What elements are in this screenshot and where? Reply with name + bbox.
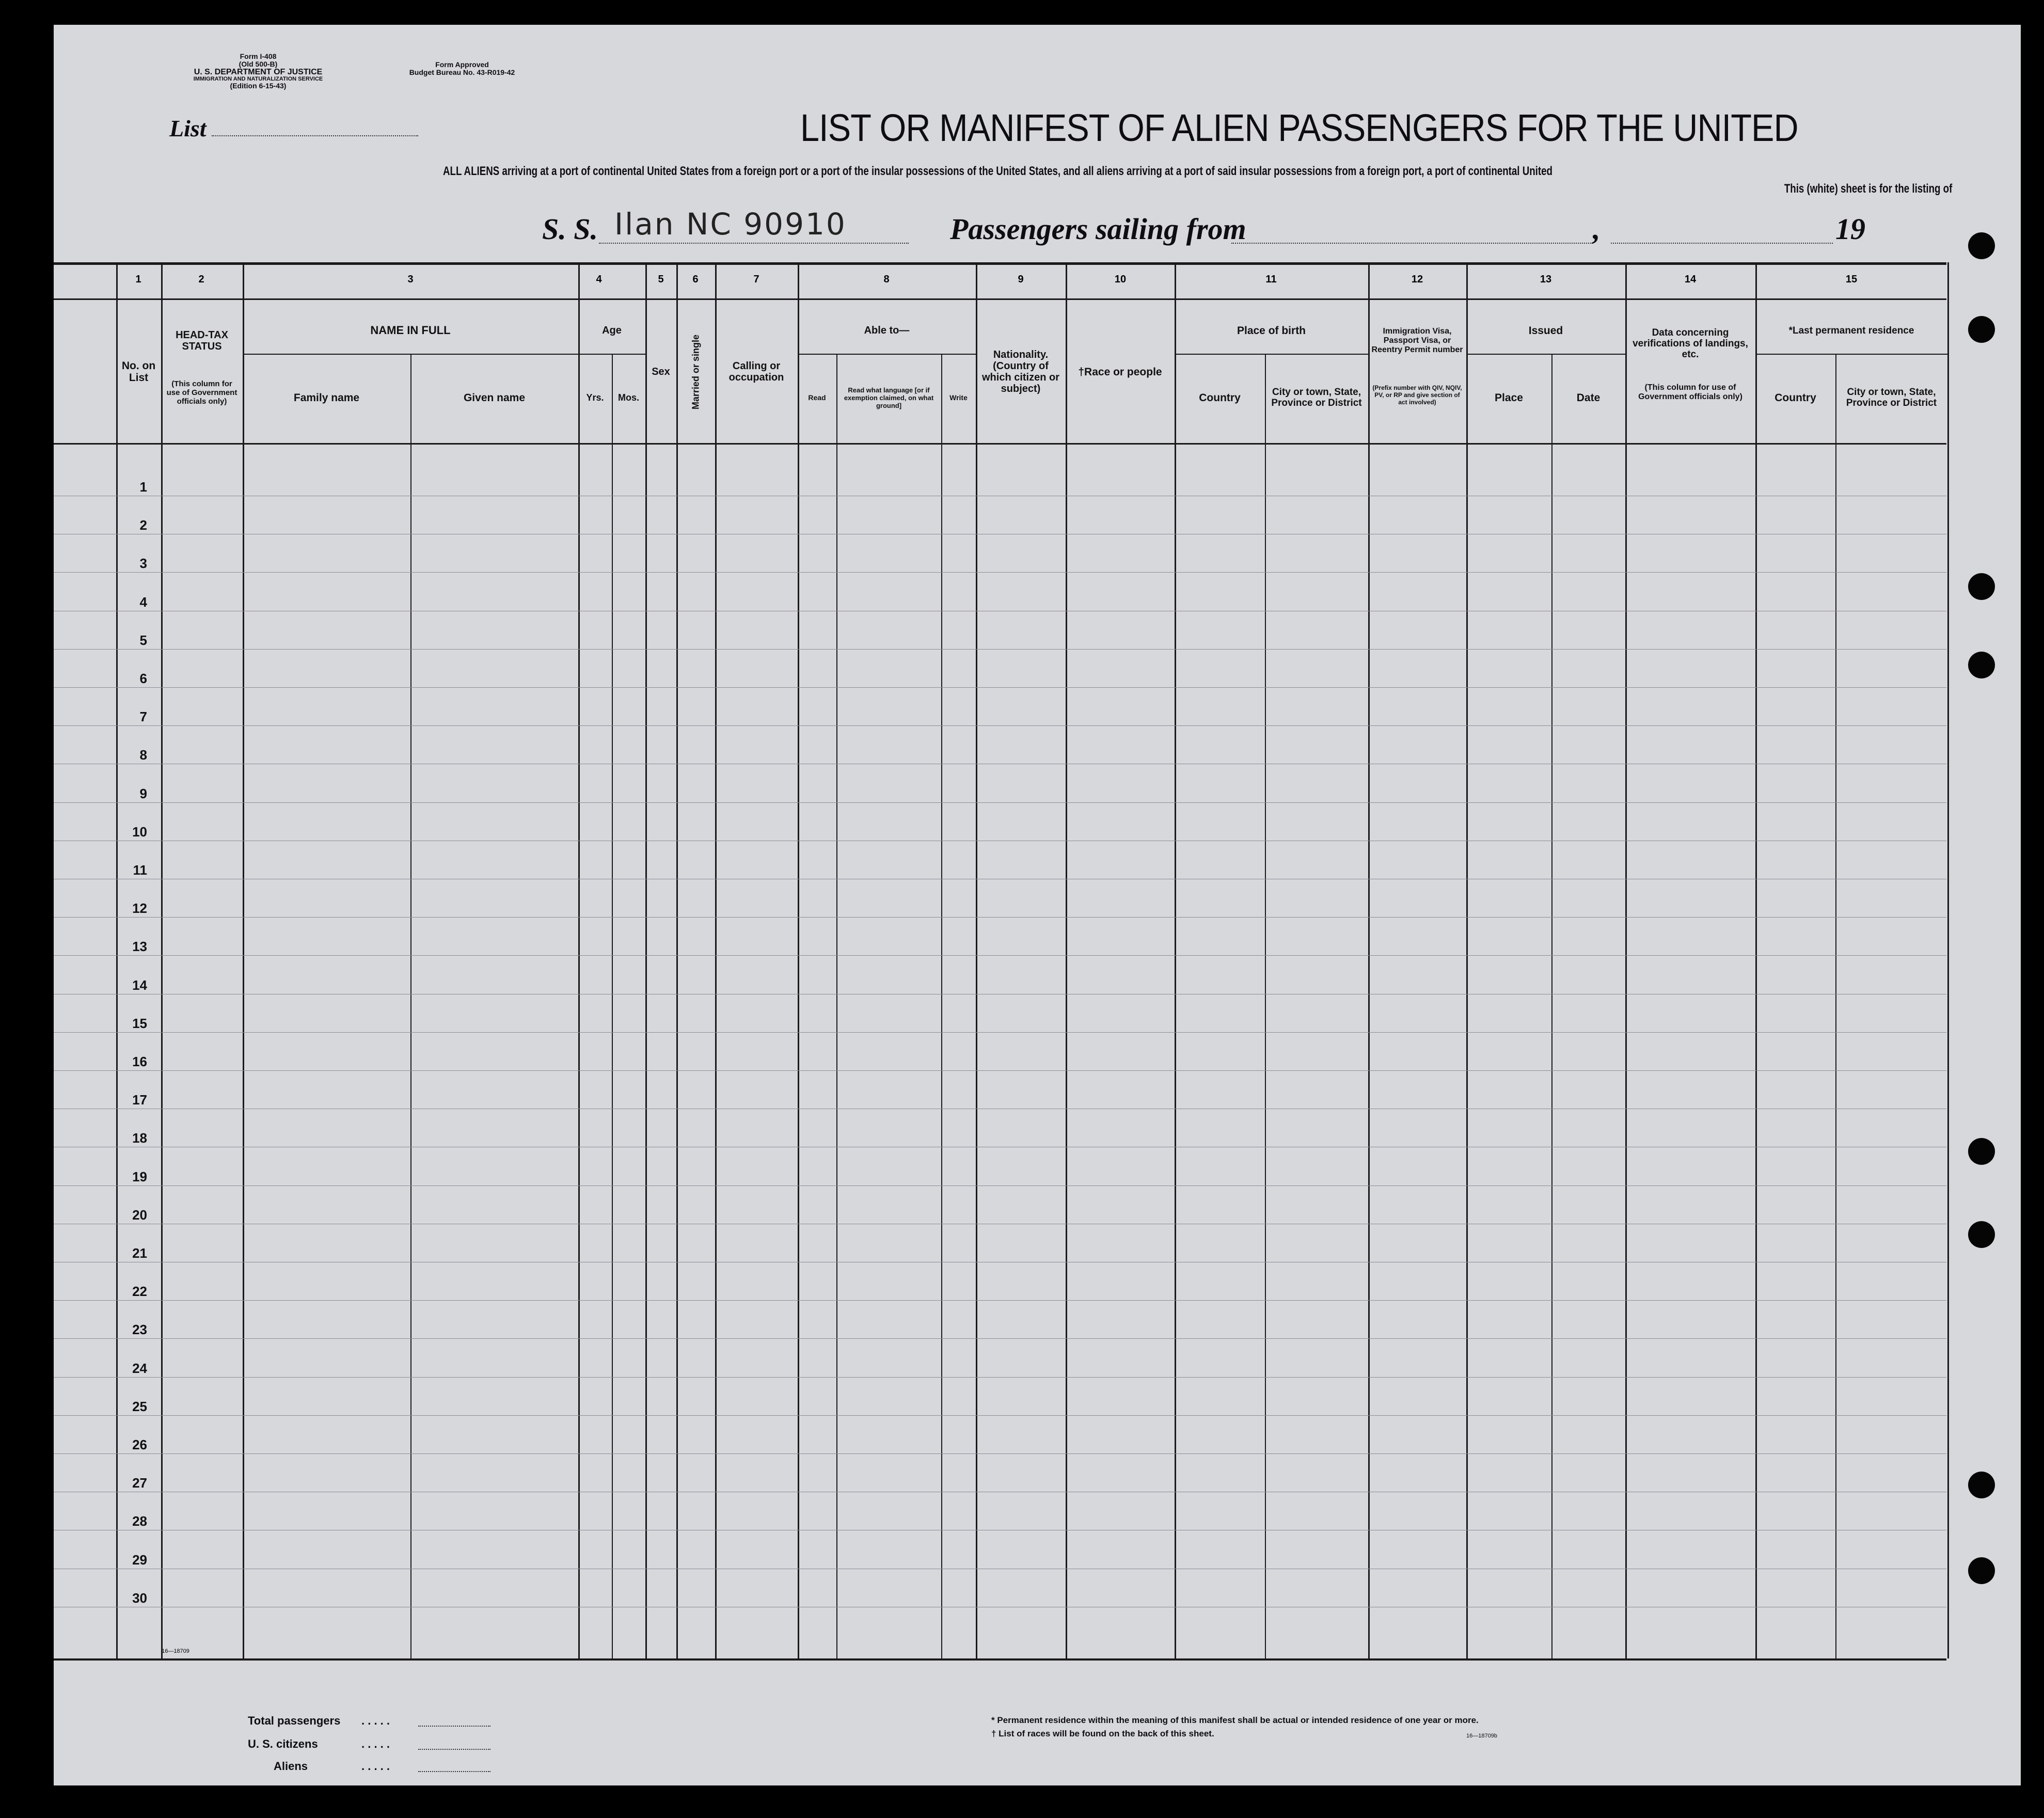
- column-number: 4: [596, 274, 602, 285]
- aliens-field[interactable]: [418, 1771, 490, 1772]
- table-row[interactable]: [161, 669, 1947, 703]
- row-number: 15: [132, 1015, 147, 1031]
- leader-dots-3: . . . . .: [361, 1760, 390, 1773]
- table-row[interactable]: [161, 1090, 1947, 1124]
- sailing-port-field[interactable]: [1231, 243, 1593, 244]
- row-number: 5: [139, 632, 147, 648]
- table-row[interactable]: [161, 822, 1947, 856]
- department-name: U. S. DEPARTMENT OF JUSTICE: [194, 68, 323, 76]
- table-row[interactable]: [161, 707, 1947, 741]
- table-top-border: [54, 262, 1946, 265]
- table-row[interactable]: [161, 1128, 1947, 1162]
- column-number: 15: [1845, 274, 1858, 285]
- approval-label: Form Approved: [435, 60, 489, 69]
- row-number: 6: [139, 671, 147, 686]
- subheader-divider: [798, 354, 976, 355]
- comma-sep: ,: [1593, 212, 1601, 246]
- header-nationality: Nationality. (Country of which citizen or subject): [981, 349, 1060, 394]
- edition-date: (Edition 6-15-43): [230, 82, 287, 90]
- subheader-divider: [1175, 354, 1368, 355]
- us-citizens-label: U. S. citizens: [248, 1737, 318, 1750]
- row-number: 25: [132, 1398, 147, 1414]
- column-number: 5: [658, 274, 664, 285]
- total-passengers-field[interactable]: [418, 1726, 490, 1727]
- row-number: 30: [132, 1590, 147, 1606]
- table-row[interactable]: [161, 1320, 1947, 1354]
- header-mos: Mos.: [617, 392, 639, 403]
- column-number: 12: [1411, 274, 1423, 285]
- total-passengers-label: Total passengers: [248, 1714, 341, 1727]
- us-citizens-field[interactable]: [418, 1749, 490, 1750]
- header-head-tax: HEAD-TAX STATUS: [176, 329, 228, 352]
- table-row[interactable]: [161, 1243, 1947, 1277]
- header-birth-city: City or town, State, Province or District: [1271, 387, 1362, 408]
- binder-hole: [1968, 232, 1995, 259]
- header-able-to: Able to—: [864, 325, 910, 336]
- year-label: 19: [1835, 212, 1865, 246]
- old-form-number: (Old 500-B): [239, 60, 278, 68]
- header-data-note: (This column for use of Government officials only): [1638, 383, 1742, 401]
- row-number: 20: [132, 1207, 147, 1223]
- header-visa-note: (Prefix number with QIV, NQIV, PV, or RP and give section of act involved): [1372, 384, 1462, 406]
- header-sex: Sex: [652, 366, 670, 377]
- table-row[interactable]: [161, 860, 1947, 894]
- print-code-footer: 16—18709b: [1466, 1733, 1497, 1739]
- subheader-divider: [243, 354, 578, 355]
- table-row[interactable]: [161, 1435, 1947, 1469]
- ship-name-handwritten: Ilan NC 90910: [614, 207, 847, 242]
- column-number: 7: [753, 274, 759, 285]
- column-number: 1: [135, 274, 141, 285]
- row-number: 13: [132, 939, 147, 955]
- subheader-divider: [578, 354, 645, 355]
- table-row[interactable]: [161, 1282, 1947, 1316]
- header-read: Read: [808, 393, 826, 402]
- binder-hole: [1968, 573, 1995, 600]
- header-head-tax-note: (This column for use of Government officials only): [166, 379, 237, 406]
- row-number: 21: [132, 1245, 147, 1261]
- table-row[interactable]: [161, 477, 1947, 511]
- ship-prefix: S. S.: [542, 212, 598, 246]
- row-number: 27: [132, 1475, 147, 1491]
- table-row[interactable]: [161, 1588, 1947, 1622]
- table-row[interactable]: [161, 975, 1947, 1009]
- row-number: 11: [133, 862, 147, 878]
- row-number: 16: [132, 1054, 147, 1069]
- approval-block: [377, 61, 547, 76]
- form-id-block: [170, 53, 346, 90]
- table-row[interactable]: [161, 1358, 1947, 1393]
- column-number: 2: [198, 274, 204, 285]
- column-number: 8: [883, 274, 890, 285]
- header-residence-country: Country: [1774, 391, 1816, 404]
- row-number: 2: [139, 517, 147, 533]
- header-issued: Issued: [1528, 324, 1563, 337]
- sailing-date-field[interactable]: [1611, 243, 1833, 244]
- aliens-label: Aliens: [274, 1760, 308, 1773]
- column-number: 3: [407, 274, 414, 285]
- row-number: 19: [132, 1168, 147, 1184]
- footnote-races: † List of races will be found on the back of this sheet.: [991, 1729, 1214, 1738]
- header-given-name: Given name: [463, 391, 526, 404]
- column-number: 6: [692, 274, 699, 285]
- table-row[interactable]: [161, 592, 1947, 626]
- row-number: 22: [132, 1284, 147, 1300]
- service-name: IMMIGRATION AND NATURALIZATION SERVICE: [193, 76, 323, 82]
- leader-dots-1: . . . . .: [361, 1714, 390, 1727]
- table-row[interactable]: [161, 515, 1947, 549]
- row-number: 26: [132, 1437, 147, 1452]
- table-bottom-border: [54, 1658, 1946, 1661]
- header-issued-place: Place: [1495, 391, 1523, 404]
- table-row[interactable]: [161, 937, 1947, 971]
- column-number: 10: [1114, 274, 1127, 285]
- row-number: 3: [139, 556, 147, 572]
- row-number: 14: [132, 977, 147, 993]
- binder-hole: [1968, 1557, 1995, 1584]
- header-no-on-list: No. on List: [121, 360, 156, 384]
- header-family-name: Family name: [293, 391, 360, 404]
- binder-hole: [1968, 1138, 1995, 1165]
- header-read-what-language: Read what language [or if exemption claimed, on what ground]: [844, 386, 934, 409]
- instruction-text-2: This (white) sheet is for the listing of: [1784, 182, 1952, 196]
- instruction-text: ALL ALIENS arriving at a port of continental United States from a foreign port or a port of the insular possessions of the United States, and all aliens arriving at a port of said insular possessions from a foreign port, a port of continental United: [443, 164, 1552, 178]
- row-number: 10: [132, 824, 147, 840]
- table-row[interactable]: [161, 1473, 1947, 1507]
- header-residence-city: City or town, State, Province or District: [1846, 387, 1937, 408]
- list-number-field[interactable]: [212, 135, 418, 136]
- column-number-divider: [54, 298, 1946, 300]
- table-row[interactable]: [161, 630, 1947, 665]
- table-row[interactable]: [161, 1167, 1947, 1201]
- subheader-divider: [1466, 354, 1625, 355]
- table-row[interactable]: [161, 1205, 1947, 1239]
- binder-hole: [1968, 1221, 1995, 1248]
- binder-hole: [1968, 1472, 1995, 1498]
- row-number: 23: [132, 1322, 147, 1338]
- ship-name-field[interactable]: [599, 243, 909, 244]
- row-number: 4: [139, 594, 147, 610]
- header-visa: Immigration Visa, Passport Visa, or Reentry Permit number: [1371, 327, 1463, 354]
- binder-hole: [1968, 316, 1995, 343]
- header-last-residence: *Last permanent residence: [1788, 325, 1914, 336]
- budget-number: Budget Bureau No. 43-R019-42: [409, 68, 515, 76]
- table-row[interactable]: [161, 554, 1947, 588]
- header-age: Age: [602, 325, 622, 336]
- row-number: 8: [139, 747, 147, 763]
- row-number: 9: [139, 785, 147, 801]
- column-number: 13: [1540, 274, 1552, 285]
- form-number: Form I-408: [240, 52, 277, 60]
- column-number: 9: [1018, 274, 1024, 285]
- row-number: 18: [132, 1130, 147, 1146]
- header-name-in-full: NAME IN FULL: [370, 324, 451, 337]
- table-row[interactable]: [161, 1511, 1947, 1545]
- binder-hole: [1968, 652, 1995, 678]
- column-number: 14: [1684, 274, 1697, 285]
- table-row[interactable]: [161, 898, 1947, 932]
- header-write: Write: [949, 393, 968, 402]
- header-issued-date: Date: [1576, 391, 1601, 404]
- row-number: 28: [132, 1513, 147, 1529]
- table-row[interactable]: [161, 784, 1947, 818]
- subheader-divider: [1755, 354, 1947, 355]
- header-calling: Calling or occupation: [728, 360, 784, 383]
- column-number: 11: [1265, 274, 1277, 285]
- column-divider: [1947, 262, 1949, 1658]
- row-number: 29: [132, 1552, 147, 1568]
- header-data-concerning: Data concerning verifications of landings, etc.: [1633, 327, 1748, 360]
- row-number: 1: [139, 479, 147, 495]
- sailing-from-label: Passengers sailing from: [950, 212, 1246, 246]
- row-number: 17: [132, 1092, 147, 1108]
- leader-dots-2: . . . . .: [361, 1737, 390, 1750]
- table-row[interactable]: [161, 1550, 1947, 1584]
- header-yrs: Yrs.: [586, 392, 604, 403]
- list-label: List: [169, 115, 207, 141]
- print-code: 16—18709: [162, 1648, 189, 1654]
- footnote-permanent-residence: * Permanent residence within the meaning of this manifest shall be actual or intended residence of one year or more.: [991, 1715, 1479, 1725]
- table-row[interactable]: [161, 745, 1947, 779]
- row-number: 7: [139, 709, 147, 725]
- row-number: 24: [132, 1360, 147, 1376]
- page-title: LIST OR MANIFEST OF ALIEN PASSENGERS FOR THE UNITED: [800, 106, 1798, 149]
- header-place-of-birth: Place of birth: [1237, 324, 1306, 337]
- table-row[interactable]: [161, 1014, 1947, 1048]
- header-married-or-single: Married or single: [690, 334, 701, 409]
- row-number: 12: [132, 900, 147, 916]
- table-row[interactable]: [161, 1052, 1947, 1086]
- header-bottom-border: [54, 443, 1946, 445]
- header-birth-country: Country: [1199, 391, 1241, 404]
- header-race: †Race or people: [1078, 366, 1162, 378]
- table-row[interactable]: [161, 1397, 1947, 1431]
